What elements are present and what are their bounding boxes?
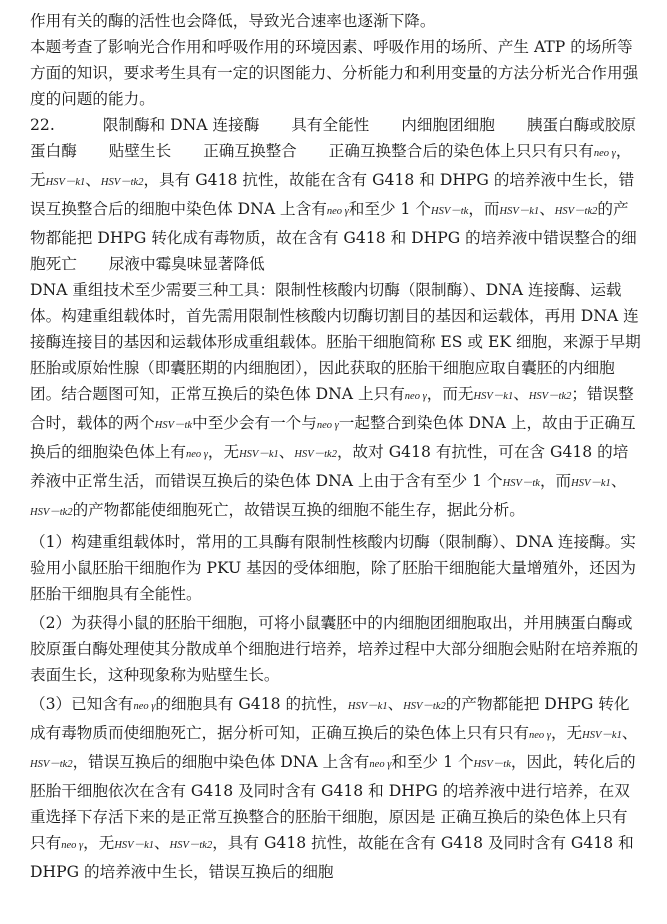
analysis-text: ，故对 G418 有抗性，可在含 G418 的培养液中正常生活，而错误互换后的染色体 DNA 上由于含有至少 1 个 (30, 443, 629, 490)
analysis-text: ；错误整合时，载体的两个 (30, 385, 634, 432)
answer-6: 正确互换整合 (203, 142, 297, 160)
analysis-text: 、 (610, 472, 627, 490)
gene-hsv-tk2: HSV－tk2 (554, 206, 598, 217)
gene-hsv-tk2: HSV－tk2 (30, 507, 73, 518)
sub3-text: ，错误互换后的细胞中染色体 DNA 上含有 (72, 753, 370, 771)
gene-hsv-tk: HSV－tk (502, 478, 540, 489)
sub3-text: 、 (621, 724, 638, 742)
answer-7: 正确互换整合后的染色体上只只有只有 (328, 142, 594, 160)
gene-hsv-tk2: HSV－tk2 (100, 177, 144, 188)
analysis-paragraph (30, 277, 643, 526)
gene-hsv-k1: HSV－k1 (114, 840, 155, 851)
answer-7-text: 和至少 1 个 (348, 200, 431, 218)
analysis-text: 、 (278, 443, 295, 461)
sub3-text: 、 (387, 695, 404, 713)
gene-hsv-tk2: HSV－tk2 (169, 840, 213, 851)
gene-hsv-k1: HSV－k1 (473, 391, 514, 402)
answer-4: 胰蛋白酶或胶原蛋白酶 (30, 116, 637, 160)
sub3-text: 的产物都能把 DHPG 转化成有毒物质而使细胞死亡，据分析可知，正确互换后的染色体上只有只有 (30, 695, 630, 742)
gene-neo: neo γ (593, 148, 616, 159)
sub3-text: ，因此，转化后的胚胎干细胞依次在含有 G418 及同时含有 G418 和 DHPG 的培养液中进行培养，在双重选择下存活下来的是正常互换整合的胚胎干细胞，原因是 正确互换后的染色体上只有只有 (30, 753, 636, 852)
gene-neo: neo γ (369, 759, 392, 770)
answer-7-text: ，而 (468, 200, 500, 218)
analysis-text: 中至少会有一个与 (192, 414, 317, 432)
answer-8: 尿液中霉臭味显著降低 (108, 255, 265, 273)
intro-line: 作用有关的酶的活性也会降低，导致光合速率也逐渐下降。 (30, 12, 436, 30)
sub3-text: 、 (154, 834, 170, 852)
analysis-text: ，而无 (426, 385, 474, 403)
gene-hsv-tk2: HSV－tk2 (294, 449, 337, 460)
answer-7-text: 、 (85, 171, 101, 189)
sub-question-3 (30, 691, 643, 885)
answer-7-text: ，无 (30, 142, 632, 189)
gene-neo: neo γ (326, 206, 349, 217)
question-number: 22. (30, 116, 55, 134)
sub3-text: 的细胞具有 G418 的抗性， (155, 695, 348, 713)
intro-paragraph: 本题考查了影响光合作用和呼吸作用的环境因素、呼吸作用的场所、产生 ATP 的场所等方面的知识，要求考生具有一定的识图能力、分析能力和利用变量的方法分析光合作用强度的问题的能力。 (30, 38, 639, 108)
gene-neo: neo γ (185, 449, 208, 460)
gene-hsv-tk: HSV－tk (473, 759, 511, 770)
gene-hsv-k1: HSV－k1 (499, 206, 540, 217)
analysis-text: 、 (513, 385, 529, 403)
analysis-text: 一起整合到染色体 DNA 上，故由于正确互换后的细胞染色体上有 (30, 414, 636, 461)
gene-hsv-k1: HSV－k1 (45, 177, 86, 188)
gene-neo: neo γ (61, 840, 84, 851)
sub3-text: ，无 (83, 834, 115, 852)
gene-hsv-tk: HSV－tk (430, 206, 469, 217)
answer-5: 贴壁生长 (108, 142, 172, 160)
answer-3: 内细胞团细胞 (401, 116, 495, 134)
gene-hsv-k1: HSV－k1 (571, 478, 611, 489)
gene-neo: neo γ (316, 420, 339, 431)
question-22-answers (30, 112, 643, 277)
answer-7-text: 的产物都能把 DHPG 转化成有毒物质，故在含有 G418 和 DHPG 的培养液中错误整合的细胞死亡 (30, 200, 637, 273)
sub3-text: ，无 (550, 724, 583, 742)
sub-question-1: （1）构建重组载体时，常用的工具酶有限制性核酸内切酶（限制酶）、DNA 连接酶。实验用小鼠胚胎干细胞作为 PKU 基因的受体细胞，除了胚胎干细胞能大量增殖外，还因为胚胎干细胞具有全能性。 (30, 533, 637, 603)
gene-hsv-k1: HSV－k1 (582, 730, 622, 741)
gene-hsv-k1: HSV－k1 (347, 701, 388, 712)
analysis-text: ，无 (207, 443, 240, 461)
gene-hsv-k1: HSV－k1 (239, 449, 279, 460)
sub3-text: ，具有 G418 抗性，故能在含有 G418 及同时含有 G418 和 DHPG 的培养液中生长，错误互换后的细胞 (30, 834, 639, 881)
analysis-text: ，而 (539, 472, 572, 490)
gene-hsv-tk2: HSV－tk2 (528, 391, 572, 402)
answer-1: 限制酶和 DNA 连接酶 (102, 116, 260, 134)
gene-hsv-tk: HSV－tk (154, 420, 193, 431)
sub-question-2: （2）为获得小鼠的胚胎干细胞，可将小鼠囊胚中的内细胞团细胞取出，并用胰蛋白酶或胶原蛋白酶处理使其分散成单个细胞进行培养，培养过程中大部分细胞会贴附在培养瓶的表面生长，这种现象称为贴壁生长。 (30, 614, 639, 684)
sub3-text: 和至少 1 个 (391, 753, 474, 771)
gene-hsv-tk2: HSV－tk2 (30, 759, 73, 770)
answer-7-text: 、 (539, 200, 555, 218)
analysis-text: 的产物都能使细胞死亡，故错误互换的细胞不能生存，据此分析。 (72, 501, 525, 519)
gene-neo: neo γ (404, 391, 427, 402)
gene-neo: neo γ (529, 730, 551, 741)
sub3-text: （3）已知含有 (30, 695, 134, 713)
answer-2: 具有全能性 (291, 116, 370, 134)
gene-neo: neo γ (133, 701, 156, 712)
gene-hsv-tk2: HSV－tk2 (403, 701, 446, 712)
answer-7-text: ，具有 G418 抗性，故能在含有 G418 和 DHPG 的培养液中生长，错误互换整合后的细胞中染色体 DNA 上含有 (30, 171, 635, 218)
analysis-text: DNA 重组技术至少需要三种工具：限制性核酸内切酶（限制酶）、DNA 连接酶、运载体。构建重组载体时，首先需用限制性核酸内切酶切割目的基因和运载体，再用 DNA 连接酶连接目的基因和运载体形成重组载体。胚胎干细胞简称 ES 或 EK 细胞，来源于早期胚胎或原始性腺（即囊胚期的内细胞团），因此获取的胚胎干细胞应取自囊胚的内细胞团。结合题图可知，正常互换后的染色体 DNA 上只有 (30, 281, 641, 403)
